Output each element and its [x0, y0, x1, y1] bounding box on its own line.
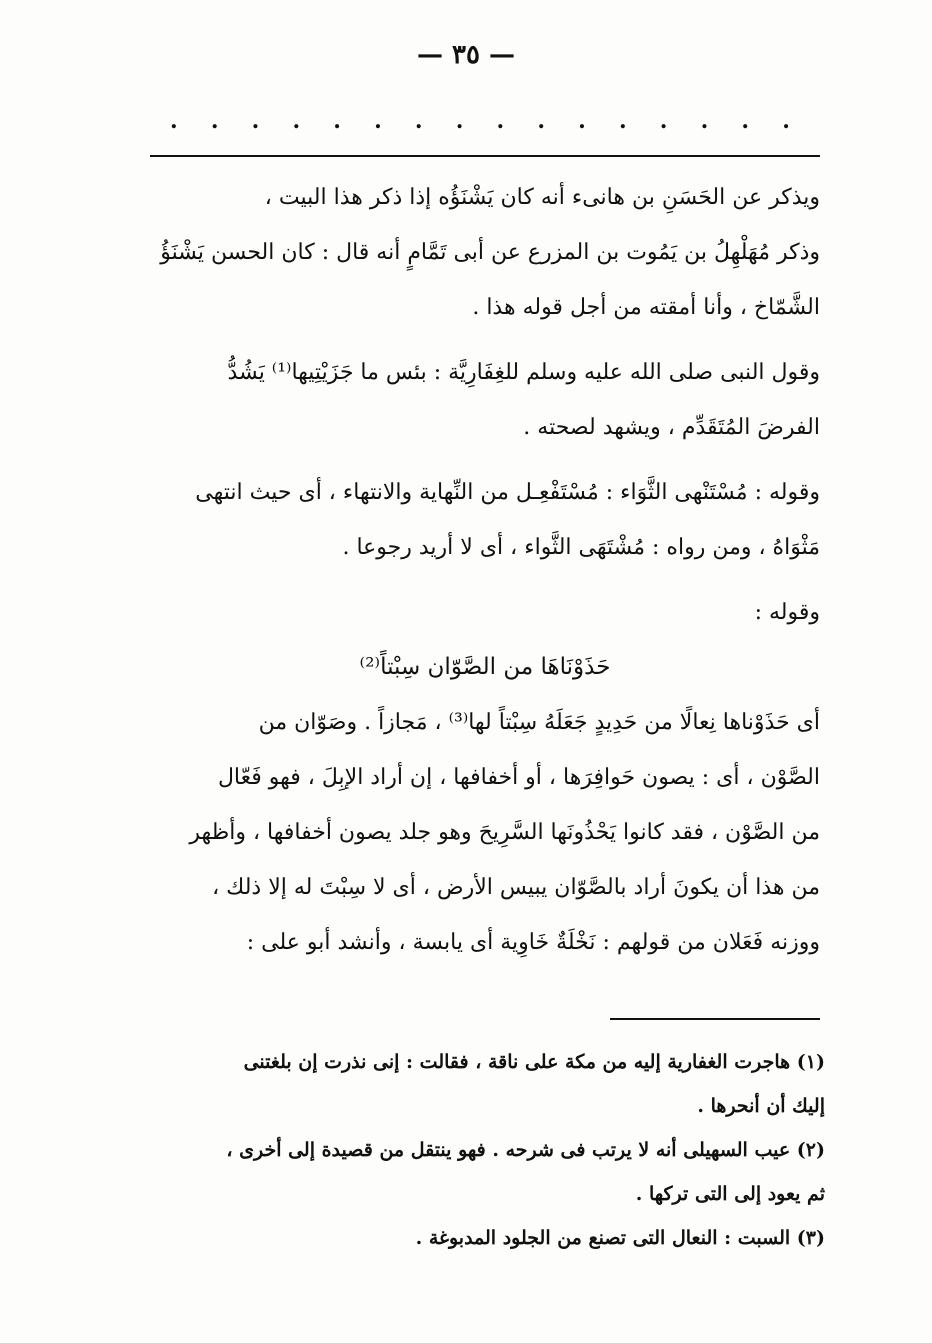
separator-dot: . [782, 108, 790, 134]
text-line: مَثْوَاهُ ، ومن رواه : مُشْتَهَى الثَّواء ، أى لا أريد رجوعا . [342, 535, 820, 560]
footnote-line: (٢) عيب السهيلى أنه لا يرتب فى شرحه . فهو ينتقل من قصيدة إلى أخرى ، [226, 1139, 825, 1161]
separator-dot: . [292, 108, 301, 134]
separator-dot: . [333, 108, 341, 134]
footnotes [150, 1040, 825, 1260]
separator-dot: . [741, 108, 750, 134]
text-line: أى حَذَوْناها نِعالًا من حَدِيدٍ جَعَلَهُ سِبْتاً لها⁽³⁾ ، مَجازاً . وصَوّان من [258, 710, 820, 735]
text-line: وذكر مُهَلْهِلُ بن يَمُوت بن المزرع عن أبى تَمَّامٍ أنه قال : كان الحسن يَشْنَؤُ [160, 240, 820, 265]
separator-dot: . [251, 108, 260, 134]
separator-dot: . [374, 108, 382, 134]
separator-dot: . [210, 108, 219, 134]
text-line: من الصَّوْن ، فقد كانوا يَحْذُونَها السَّرِيحَ وهو جلد يصون أخفافها ، وأظهر [189, 820, 820, 845]
text-line: من هذا أن يكونَ أراد بالصَّوّان يبيس الأرض ، أى لا سِبْتَ له إلا ذلك ، [212, 875, 820, 900]
header-rule [150, 155, 820, 157]
text-line: وقوله : [754, 600, 820, 625]
text-line: الشَّمّاخ ، وأنا أمقته من أجل قوله هذا . [472, 295, 820, 320]
separator-dot: . [414, 108, 423, 134]
footnote-line: إليك أن أنحرها . [697, 1095, 825, 1117]
text-line: ووزنه فَعَلان من قولهم : نَخْلَةٌ خَاوِية أى يابسة ، وأنشد أبو على : [246, 930, 820, 955]
text-line: وقول النبى صلى الله عليه وسلم للغِفَارِيَّة : بئس ما جَزَيْتِيها⁽¹⁾ يَشُدُّ [227, 360, 820, 385]
text-line: ويذكر عن الحَسَنِ بن هانىء أنه كان يَشْنَؤُه إذا ذكر هذا البيت ، [264, 185, 820, 210]
footnote-line: ثم يعود إلى التى تركها . [635, 1183, 825, 1205]
separator-dot: . [618, 108, 627, 134]
text-line: وقوله : مُسْتَنْهى الثَّوَاء : مُسْتَفْعِـل من النِّهاية والانتهاء ، أى حيث انتهى [195, 480, 820, 505]
text-line: الصَّوْن ، أى : يصون حَوافِرَها ، أو أخفافها ، إن أراد الإبِلَ ، فهو فَعّال [217, 765, 820, 790]
text-line: الفرضَ المُتَقَدِّم ، ويشهد لصحته . [523, 415, 820, 440]
main-text [150, 170, 820, 970]
separator-dot: . [537, 108, 545, 134]
separator-dot: . [700, 108, 709, 134]
footnote-line: (١) هاجرت الغفارية إليه من مكة على ناقة ، فقالت : إنى نذرت إن بلغتنى [243, 1051, 825, 1073]
footnote-line: (٣) السبت : النعال التى تصنع من الجلود المدبوغة . [415, 1227, 825, 1249]
separator-dot: . [455, 108, 464, 134]
page-number: — ٣٥ — [416, 40, 516, 70]
verse-line: حَذَوْنَاهَا من الصَّوّان سِبْتاً⁽²⁾ [359, 654, 611, 680]
separator-dot: . [496, 108, 505, 134]
dotted-separator [170, 108, 790, 134]
separator-dot: . [578, 108, 586, 134]
separator-dot: . [659, 108, 668, 134]
footnote-rule [610, 1018, 820, 1020]
separator-dot: . [170, 108, 178, 134]
